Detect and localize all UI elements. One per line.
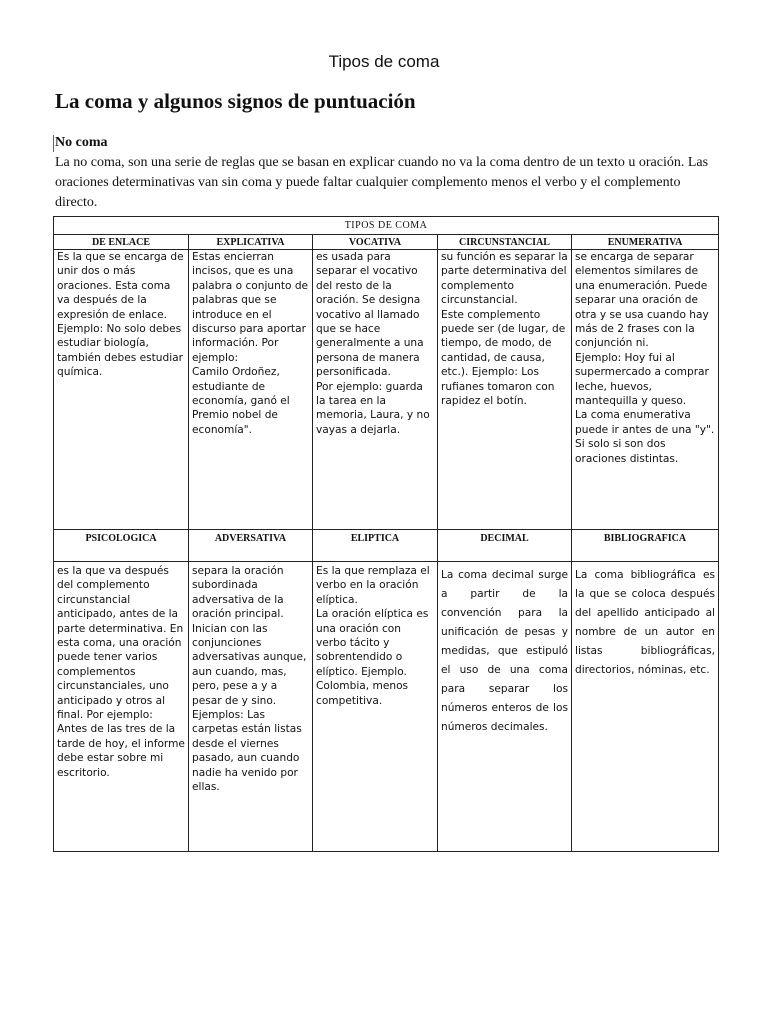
header-psicologica: PSICOLOGICA: [54, 530, 189, 562]
cell-note: La coma enumerativa puede ir antes de una "y".: [575, 409, 715, 436]
cell-de-enlace: [54, 250, 189, 530]
cell-text: Estas encierran incisos, que es una palabra o conjunto de palabras que se introduce en el discurso para aportar información. Por ejemplo:: [192, 251, 309, 364]
cell-example: Ejemplo: Hoy fui al supermercado a comprar leche, huevos, mantequilla y queso.: [575, 351, 709, 408]
header-explicativa: EXPLICATIVA: [189, 235, 313, 250]
cell-text: La coma bibliográfica es la que se coloca después del apellido anticipado al nombre de un autor en listas bibliográficas, directorios, nóminas, etc.: [575, 569, 716, 676]
table-header-row: [54, 530, 719, 562]
cell-example: Ejemplo: No solo debes estudiar biología, también debes estudiar química.: [57, 323, 184, 379]
cell-example: Antes de las tres de la tarde de hoy, el informe debe estar sobre mi escritorio.: [57, 723, 185, 779]
text-cursor: [53, 135, 54, 152]
cell-eliptica: [313, 562, 438, 852]
cell-note: Si solo si son dos oraciones distintas.: [575, 438, 679, 465]
cell-text: es la que va después del complemento circunstancial anticipado, antes de la parte determinativa. En esta coma, una oración puede tener varios complementos circunstanciales, uno anticipado y otros al final. Por ejemplo:: [57, 565, 184, 722]
header-vocativa: VOCATIVA: [313, 235, 438, 250]
header-circunstancial: CIRCUNSTANCIAL: [438, 235, 572, 250]
cell-text: La coma decimal surge a partir de la convención para la unificación de pesas y medidas, que estipuló el uso de una coma para separar los números enteros de los números decimales.: [441, 569, 568, 733]
cell-text: separa la oración subordinada adversativa de la oración principal. Inician con las conjunciones adversativas aunque, aun cuando, mas, pero, pese a y a pesar de y sino.: [192, 565, 307, 707]
cell-text: Es la que se encarga de unir dos o más oraciones. Esta coma va después de la expresión de enlace.: [57, 251, 184, 321]
cell-text: Es la que remplaza el verbo en la oración elíptica.: [316, 565, 430, 606]
cell-enumerativa: [572, 250, 719, 530]
cell-example: Ejemplos: Las carpetas están listas desde el viernes pasado, aun cuando nadie ha venido por ellas.: [192, 709, 302, 794]
cell-explicativa: [189, 250, 313, 530]
cell-text: su función es separar la parte determinativa del complemento circunstancial.: [441, 251, 568, 307]
cell-vocativa: [313, 250, 438, 530]
cell-adversativa: [189, 562, 313, 852]
cell-example: Este complemento puede ser (de lugar, de tiempo, de modo, de cantidad, de causa, etc.). Ejemplo: Los rufianes tomaron con rapidez el botín.: [441, 308, 566, 408]
page-header: Tipos de coma: [328, 52, 440, 71]
cell-bibliografica: [572, 562, 719, 852]
table-row: [54, 562, 719, 852]
cell-example: Por ejemplo: guarda la tarea en la memoria, Laura, y no vayas a dejarla.: [316, 380, 430, 436]
header-adversativa: ADVERSATIVA: [189, 530, 313, 562]
cell-example: La oración elíptica es una oración con verbo tácito y sobrentendido o elíptico. Ejemplo. Colombia, menos competitiva.: [316, 608, 429, 707]
header-decimal: DECIMAL: [438, 530, 572, 562]
header-eliptica: ELIPTICA: [313, 530, 438, 562]
section-title: No coma: [55, 135, 108, 150]
cell-circunstancial: [438, 250, 572, 530]
document-title: La coma y algunos signos de puntuación: [55, 89, 416, 113]
table-title: TIPOS DE COMA: [54, 217, 719, 235]
cell-psicologica: [54, 562, 189, 852]
cell-text: se encarga de separar elementos similares de una enumeración. Puede separar una oración de otra y se usa cuando hay más de 2 frases con la conjunción ni.: [575, 251, 709, 350]
table-header-row: [54, 235, 719, 250]
cell-text: es usada para separar el vocativo del resto de la oración. Se designa vocativo al llamado que se hace generalmente a una persona de manera personificada.: [316, 251, 424, 379]
header-de-enlace: DE ENLACE: [54, 235, 189, 250]
header-bibliografica: BIBLIOGRAFICA: [572, 530, 719, 562]
intro-paragraph: La no coma, son una serie de reglas que se basan en explicar cuando no va la coma dentro de un texto u oración. Las oraciones determinativas van sin coma y puede faltar cualquier complemento menos el verbo y el complemento directo.: [55, 155, 709, 210]
cell-decimal: [438, 562, 572, 852]
coma-types-table: [53, 216, 719, 852]
cell-example: Camilo Ordoñez, estudiante de economía, ganó el Premio nobel de economía".: [192, 366, 290, 436]
table-row: [54, 250, 719, 530]
header-enumerativa: ENUMERATIVA: [572, 235, 719, 250]
